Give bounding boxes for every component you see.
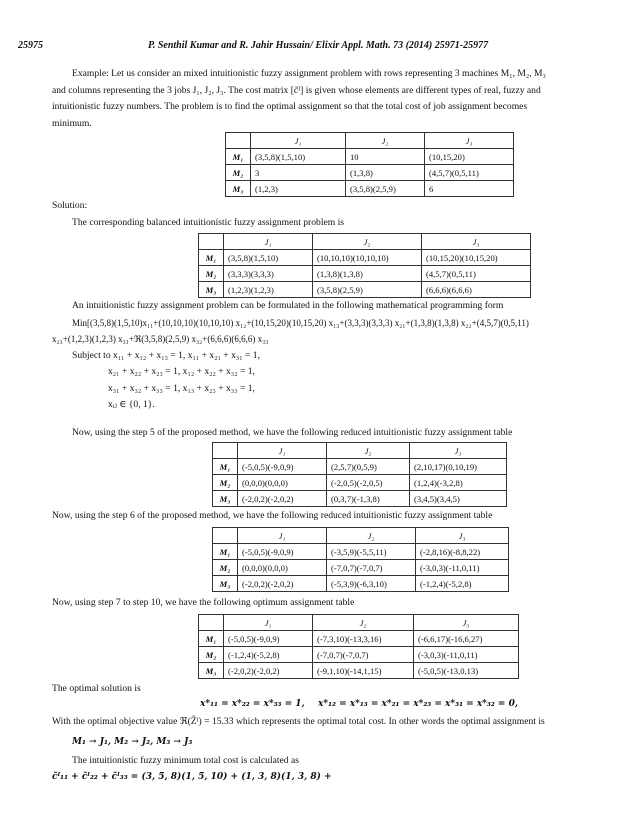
table-header-row (199, 615, 519, 631)
solution-label: Solution: (52, 200, 88, 211)
row-header: M₂ (213, 560, 238, 576)
row-header: M₁ (226, 149, 251, 165)
page-number: 25975 (18, 40, 43, 51)
col-header: J₃ (422, 234, 531, 250)
table-row (213, 491, 507, 507)
intro-line-1: Example: Let us consider an mixed intuitionistic fuzzy assignment problem with rows representing 3 machines M₁, M₂, M₃ (72, 68, 546, 79)
intro-line-2: and columns representing the 3 jobs J₁, J₂, J₃. The cost matrix [c̃ᴵ] is given whose elements are different types of real, fuzzy and (52, 84, 541, 96)
table-cell: (1,2,3) (251, 181, 346, 197)
col-header: J₂ (327, 443, 410, 459)
table-row (213, 576, 509, 592)
table-header-row (226, 133, 514, 149)
reduced-table-step5 (212, 442, 507, 507)
table-cell: 3 (251, 165, 346, 181)
table-row (199, 266, 531, 282)
constraint-line-1: Subject to x₁₁ + x₁₂ + x₁₃ = 1, x₁₁ + x₂₁ + x₃₁ = 1, (72, 349, 260, 361)
table-cell: 6 (425, 181, 514, 197)
table-row (213, 459, 507, 475)
table-cell: (-2,0,2)(-2,0,2) (238, 491, 327, 507)
table-cell: (-7,0,7)(-7,0,7) (313, 647, 414, 663)
table-cell: (-1,2,4)(-5,2,8) (416, 576, 509, 592)
corner-cell (213, 528, 238, 544)
col-header: J₂ (313, 615, 414, 631)
reduced-table-step6 (212, 527, 509, 592)
table-cell: (3,5,8)(1,5,10) (251, 149, 346, 165)
table-cell: (10,15,20)(10,15,20) (422, 250, 531, 266)
table-cell: (2,10,17)(0,10,19) (410, 459, 507, 475)
table-header-row (199, 234, 531, 250)
row-header: M₃ (213, 491, 238, 507)
row-header: M₁ (213, 544, 238, 560)
optimal-eq-zeros: x*₁₂ = x*₁₃ = x*₂₁ = x*₂₃ = x*₃₁ = x*₃₂ = 0, (318, 699, 518, 709)
table-cell: (4,5,7)(0,5,11) (422, 266, 531, 282)
formulation-block (52, 298, 616, 414)
table-cell: (10,15,20) (425, 149, 514, 165)
optimal-assignment: M₁ → J₁, M₂ → J₂, M₃ → J₃ (72, 737, 193, 747)
step7-text: Now, using step 7 to step 10, we have the following optimum assignment table (52, 597, 355, 608)
row-header: M₂ (226, 165, 251, 181)
corner-cell (199, 234, 224, 250)
objective-value-continuation: which represents the optimal total cost. In other words the optimal assignment is (235, 716, 545, 727)
table-row (213, 560, 509, 576)
table-header-row (213, 443, 507, 459)
balanced-text: The corresponding balanced intuitionistic fuzzy assignment problem is (72, 217, 345, 228)
constraint-line-3: x₃₁ + x₃₂ + x₃₃ = 1, x₁₃ + x₂₃ + x₃₃ = 1, (108, 382, 255, 394)
table-row (213, 544, 509, 560)
col-header: J₃ (414, 615, 519, 631)
corner-cell (199, 615, 224, 631)
table-cell: (-6,6,17)(-16,6,27) (414, 631, 519, 647)
table-cell: (3,5,8)(2,5,9) (313, 282, 422, 298)
table-cell: (-3,0,3)(-11,0,11) (414, 647, 519, 663)
table-cell: (3,5,8)(2,5,9) (346, 181, 425, 197)
objective-value-line (52, 716, 545, 727)
row-header: M₃ (199, 282, 224, 298)
table-cell: (0,0,0)(0,0,0) (238, 475, 327, 491)
row-header: M₂ (199, 647, 224, 663)
col-header: J₁ (224, 615, 313, 631)
table-row (199, 647, 519, 663)
objective-line-1: Min[(3,5,8)(1,5,10)x₁₁+(10,10,10)(10,10,10) x₁₂+(10,15,20)(10,15,20) x₁₃+(3,3,3)(3,3,3) x₂₁+(1,3,8)(1,3,8) x₂₂+(4,5,7)(0,5,11) (72, 317, 529, 328)
col-header: J₂ (327, 528, 416, 544)
table-cell: (10,10,10)(10,10,10) (313, 250, 422, 266)
table-cell: (3,5,8)(1,5,10) (224, 250, 313, 266)
col-header: J₃ (410, 443, 507, 459)
min-cost-text: The intuitionistic fuzzy minimum total cost is calculated as (72, 755, 299, 766)
objective-value-text: With the optimal objective value ℜ(Z̃ᴵ) = 15.33 (52, 716, 234, 727)
optimal-label: The optimal solution is (52, 683, 141, 694)
table-cell: (-7,0,7)(-7,0,7) (327, 560, 416, 576)
row-header: M₃ (199, 663, 224, 679)
col-header: J₃ (425, 133, 514, 149)
col-header: J₁ (238, 528, 327, 544)
col-header: J₂ (313, 234, 422, 250)
table-cell: (0,0,0)(0,0,0) (238, 560, 327, 576)
table-cell: (-5,0,5)(-9,0,9) (238, 459, 327, 475)
corner-cell (226, 133, 251, 149)
row-header: M₃ (226, 181, 251, 197)
col-header: J₁ (224, 234, 313, 250)
col-header: J₁ (238, 443, 327, 459)
table-row (199, 663, 519, 679)
table-cell: (1,3,8) (346, 165, 425, 181)
step5-text: Now, using the step 5 of the proposed method, we have the following reduced intuitionistic fuzzy assignment table (72, 427, 513, 438)
corner-cell (213, 443, 238, 459)
balanced-table (198, 233, 531, 298)
formulation-intro: An intuitionistic fuzzy assignment problem can be formulated in the following mathematical programming form (72, 300, 504, 311)
table-header-row (213, 528, 509, 544)
col-header: J₂ (346, 133, 425, 149)
table-row (199, 282, 531, 298)
table-cell: (1,3,8)(1,3,8) (313, 266, 422, 282)
cost-matrix-table (225, 132, 514, 197)
table-cell: (3,3,3)(3,3,3) (224, 266, 313, 282)
running-title: P. Senthil Kumar and R. Jahir Hussain/ Elixir Appl. Math. 73 (2014) 25971-25977 (148, 40, 489, 51)
col-header: J₃ (416, 528, 509, 544)
table-row (226, 181, 514, 197)
intro-line-3: intuitionistic fuzzy numbers. The problem is to find the optimal assignment so that the total cost of job assignment becomes (52, 101, 528, 112)
table-cell: (-5,0,5)(-9,0,9) (224, 631, 313, 647)
table-cell: (-5,0,5)(-9,0,9) (238, 544, 327, 560)
constraint-line-4: xᵢⱼ ∈ {0, 1}. (108, 399, 155, 410)
table-cell: (1,2,4)(-3,2,8) (410, 475, 507, 491)
row-header: M₂ (199, 266, 224, 282)
table-row (226, 165, 514, 181)
table-row (199, 631, 519, 647)
col-header: J₁ (251, 133, 346, 149)
table-cell: (6,6,6)(6,6,6) (422, 282, 531, 298)
row-header: M₁ (199, 250, 224, 266)
table-cell: (-2,8,16)(-8,8,22) (416, 544, 509, 560)
table-cell: (-5,0,5)(-13,0,13) (414, 663, 519, 679)
table-cell: (-9,1,10)(-14,1,15) (313, 663, 414, 679)
step6-text: Now, using the step 6 of the proposed method, we have the following reduced intuitionistic fuzzy assignment table (52, 510, 493, 521)
table-cell: (4,5,7)(0,5,11) (425, 165, 514, 181)
final-cost-equation: c̃ᴵ₁₁ + c̃ᴵ₂₂ + c̃ᴵ₃₃ = (3, 5, 8)(1, 5, 10) + (1, 3, 8)(1, 3, 8) + (52, 772, 332, 782)
optimum-assignment-table (198, 614, 519, 679)
row-header: M₃ (213, 576, 238, 592)
table-cell: (-2,0,2)(-2,0,2) (224, 663, 313, 679)
table-cell: (-2,0,5)(-2,0,5) (327, 475, 410, 491)
table-cell: (0,3,7)(-1,3,8) (327, 491, 410, 507)
intro-line-4: minimum. (52, 117, 92, 129)
table-cell: (-3,0,3)(-11,0,11) (416, 560, 509, 576)
table-row (226, 149, 514, 165)
table-cell: (-5,3,9)(-6,3,10) (327, 576, 416, 592)
row-header: M₁ (213, 459, 238, 475)
objective-line-2: x₂₃+(1,2,3)(1,2,3) x₃₁+ℜ(3,5,8)(2,5,9) x₃₂+(6,6,6)(6,6,6) x₃₃ (52, 334, 269, 344)
table-cell: (2,5,7)(0,5,9) (327, 459, 410, 475)
table-cell: (3,4,5)(3,4,5) (410, 491, 507, 507)
intro-paragraph (52, 66, 616, 132)
table-cell: (-7,3,10)(-13,3,16) (313, 631, 414, 647)
table-cell: (-3,5,9)(-5,5,11) (327, 544, 416, 560)
optimal-eq-ones: x*₁₁ = x*₂₂ = x*₃₃ = 1, (200, 699, 305, 709)
constraint-line-2: x₂₁ + x₂₂ + x₂₃ = 1, x₁₂ + x₂₂ + x₃₂ = 1, (108, 366, 255, 377)
table-cell: (-1,2,4)(-5,2,8) (224, 647, 313, 663)
table-row (199, 250, 531, 266)
table-cell: (-2,0,2)(-2,0,2) (238, 576, 327, 592)
table-cell: 10 (346, 149, 425, 165)
table-cell: (1,2,3)(1,2,3) (224, 282, 313, 298)
table-row (213, 475, 507, 491)
row-header: M₁ (199, 631, 224, 647)
row-header: M₂ (213, 475, 238, 491)
